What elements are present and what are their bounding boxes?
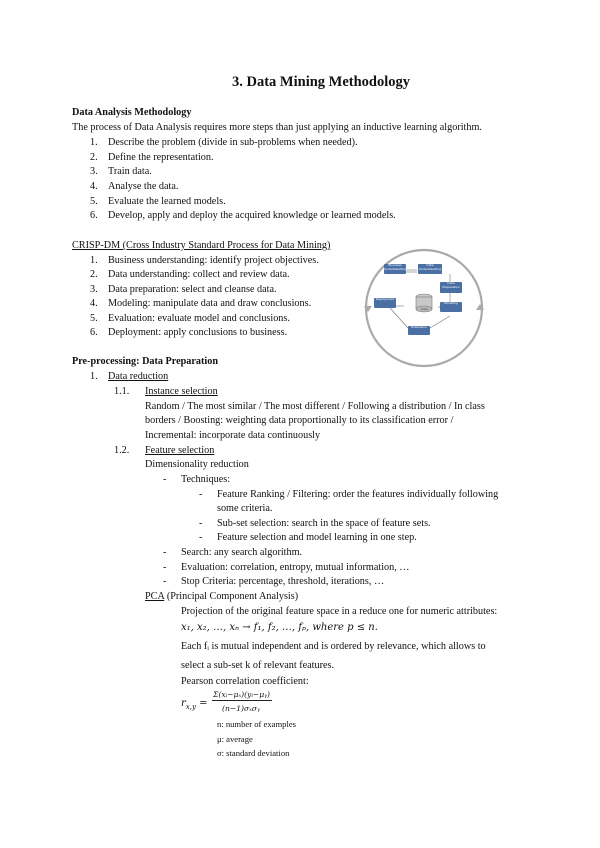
analysis-heading: Data Analysis Methodology [72,107,192,118]
list-item: Train data. [108,166,152,177]
instance-line: Random / The most similar / The most different / Following a distribution / In class [145,401,485,412]
list-item: Data understanding: collect and review data. [108,269,290,280]
dash-bullet: - [163,562,167,573]
data-reduction-title: Data reduction [108,371,169,382]
pearson-lhs: $r_{x,y}$ = [181,698,208,711]
list-item: Data preparation: select and cleanse data. [108,284,277,295]
list-item: Analyse the data. [108,181,179,192]
list-number: 5. [90,196,98,207]
pca-projection-formula: x₁, x₂, …, xₙ → f₁, f₂, …, fₚ, where p ≤ n. [181,622,378,633]
dimensionality-reduction-text: Dimensionality reduction [145,459,249,470]
feature-item: Stop Criteria: percentage, threshold, iterations, … [181,576,385,587]
evaluation-box: Evaluation [408,326,430,335]
modeling-box: Modeling [440,302,462,312]
dash-bullet: - [163,547,167,558]
fraction-bar [212,700,272,701]
instance-selection-title: Instance selection [145,386,218,397]
pearson-label: Pearson correlation coefficient: [181,676,309,687]
page-title: 3. Data Mining Methodology [232,74,411,90]
instance-line: Incremental: incorporate data continuously [145,430,321,441]
list-number: 2. [90,152,98,163]
crisp-dm-diagram [360,244,488,372]
list-item: Modeling: manipulate data and draw conclusions. [108,298,312,309]
list-number: 1. [90,371,98,382]
list-number: 6. [90,210,98,221]
deployment-box: Deployment [374,298,396,308]
techniques-label: Techniques: [181,474,231,485]
dash-bullet: - [199,532,203,543]
definition-sigma: σ: standard deviation [217,748,290,758]
prep-heading: Pre-processing: Data Preparation [72,356,218,367]
dash-bullet: - [199,518,203,529]
pca-subset-text: select a sub-set k of relevant features. [181,660,335,671]
pearson-numerator: Σ(xᵢ−μₓ)(yᵢ−μᵧ) [213,690,270,699]
list-number: 6. [90,327,98,338]
definition-n: n: number of examples [217,719,296,729]
list-number: 3. [90,284,98,295]
technique-item: Feature Ranking / Filtering: order the features individually following [217,489,499,500]
pca-heading [145,590,298,603]
list-item: Evaluation: evaluate model and conclusions. [108,313,290,324]
technique-item-cont: some criteria. [217,503,273,514]
list-number: 5. [90,313,98,324]
list-item: Business understanding: identify project objectives. [108,255,319,266]
list-item: Develop, apply and deploy the acquired knowledge or learned models. [108,210,396,221]
list-item: Define the representation. [108,152,214,163]
list-item: Deployment: apply conclusions to business. [108,327,288,338]
definition-mu: μ: average [217,734,253,744]
analysis-intro: The process of Data Analysis requires more steps than just applying an inductive learning algorithm. [72,122,482,133]
pca-independence-text: Each fᵢ is mutual independent and is ordered by relevance, which allows to [181,641,486,652]
list-number: 1.1. [114,386,130,397]
pearson-denominator: (n−1)σₓσᵧ [222,704,260,713]
pca-abbr: PCA [145,591,165,602]
data-preparation-box: Data Preparation [440,282,462,293]
instance-line: borders / Boosting: weighting data proportionally to its classification error / [145,415,454,426]
list-number: 3. [90,166,98,177]
technique-item: Sub-set selection: search in the space of feature sets. [217,518,431,529]
dash-bullet: - [163,576,167,587]
feature-selection-title: Feature selection [145,445,215,456]
pca-description: Projection of the original feature space in a reduce one for numeric attributes: [181,606,498,617]
business-understanding-box: Business Understanding [384,264,406,274]
data-understanding-box: Data Understanding [418,264,442,274]
technique-item: Feature selection and model learning in one step. [217,532,417,543]
list-number: 1. [90,255,98,266]
list-number: 1. [90,137,98,148]
dash-bullet: - [199,489,203,500]
list-number: 4. [90,181,98,192]
feature-item: Search: any search algorithm. [181,547,303,558]
pca-full-name: (Principal Component Analysis) [164,591,299,602]
feature-item: Evaluation: correlation, entropy, mutual information, … [181,562,410,573]
list-item: Describe the problem (divide in sub-problems when needed). [108,137,358,148]
list-number: 1.2. [114,445,130,456]
data-center-label: Data [421,307,429,311]
list-item: Evaluate the learned models. [108,196,226,207]
dash-bullet: - [163,474,167,485]
list-number: 2. [90,269,98,280]
crisp-heading: CRISP-DM (Cross Industry Standard Process for Data Mining) [72,240,331,251]
list-number: 4. [90,298,98,309]
